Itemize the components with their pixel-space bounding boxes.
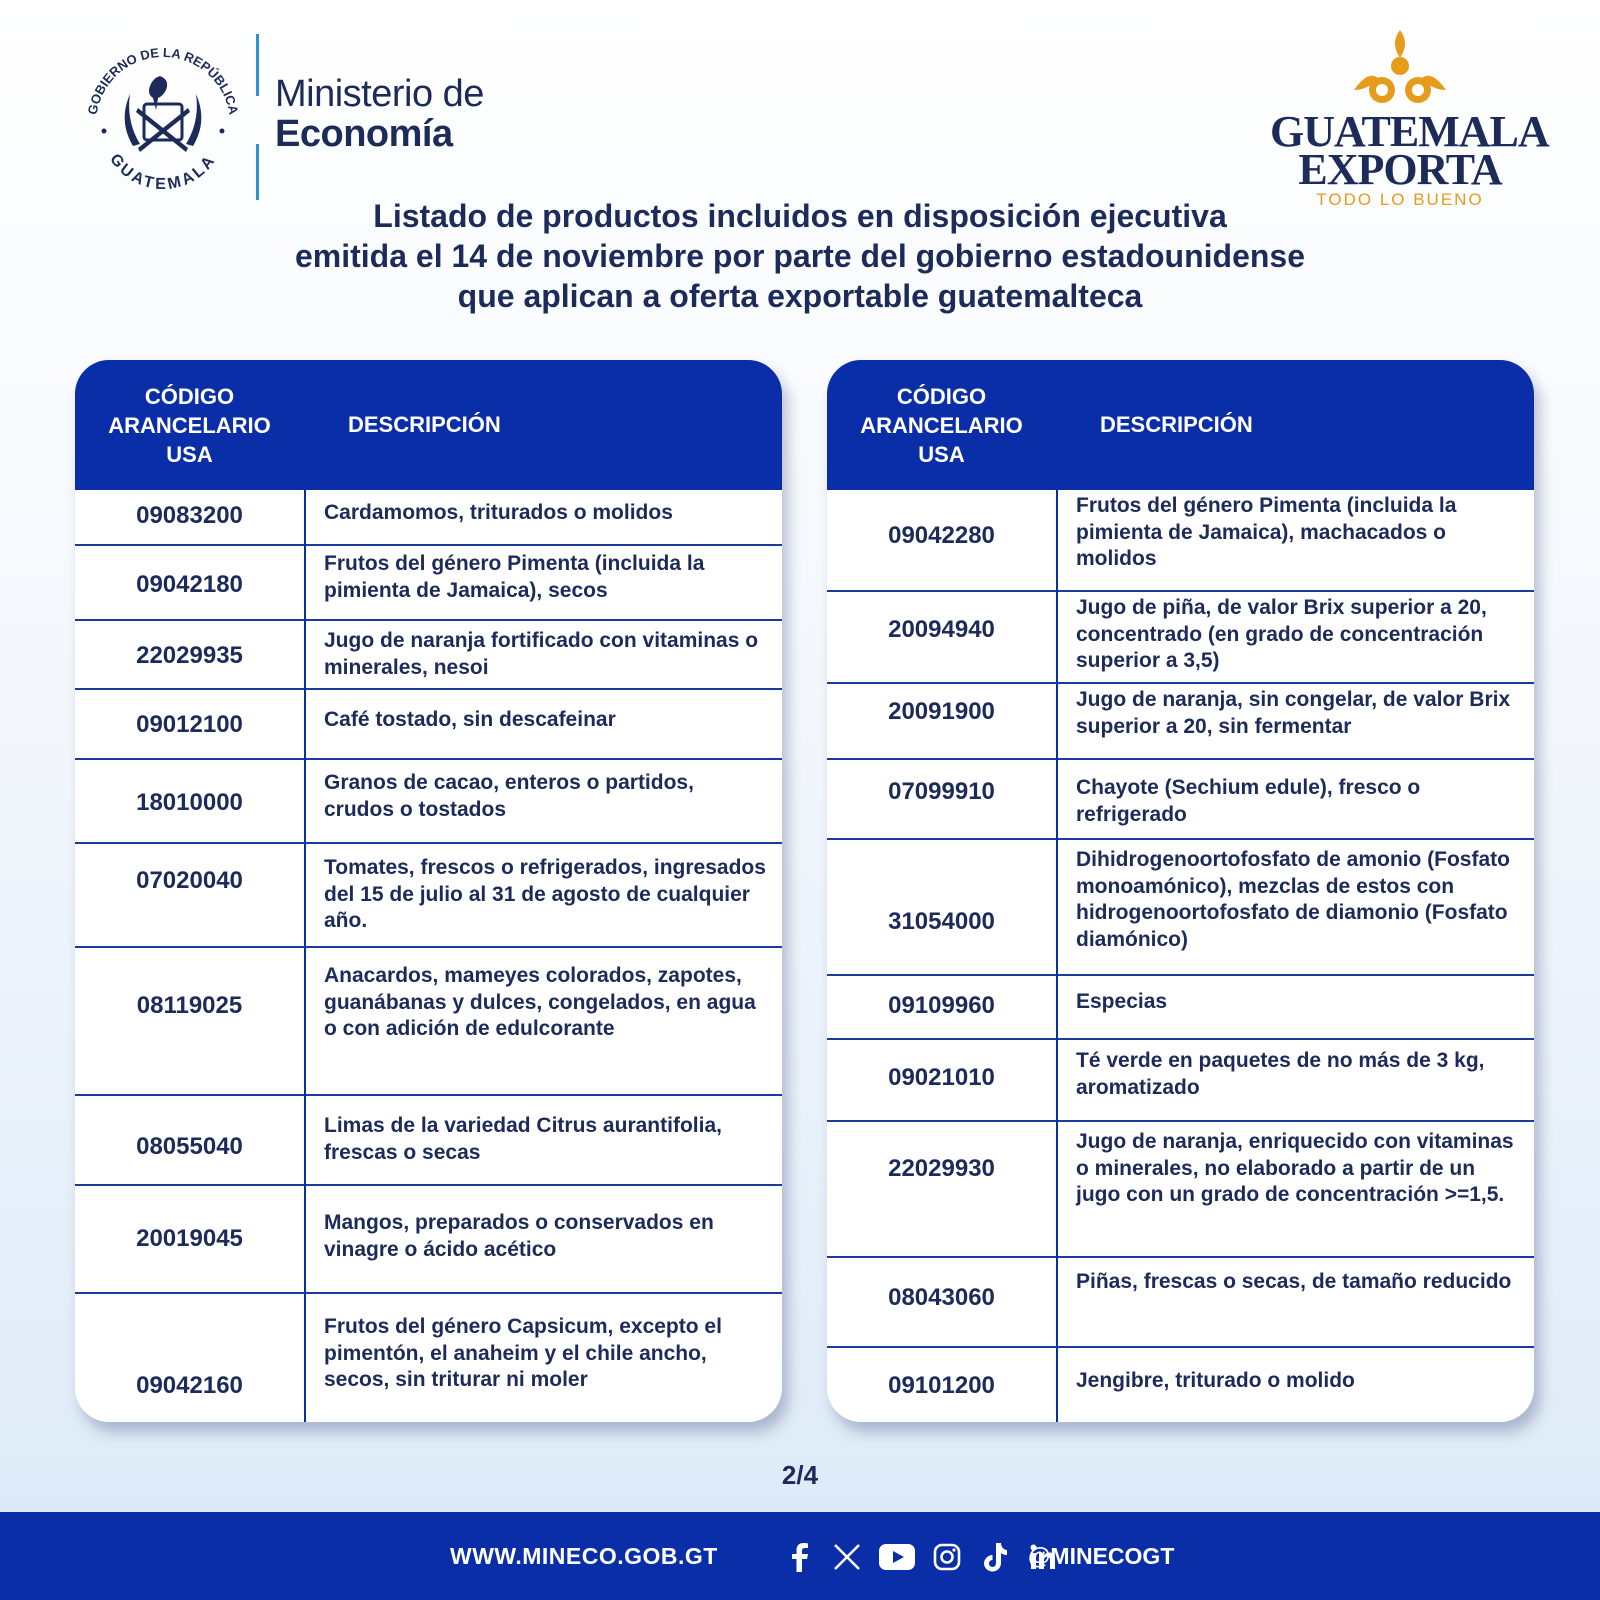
tariff-table-right xyxy=(827,360,1534,1422)
ministry-name-line2: Economía xyxy=(275,113,453,155)
product-description: Dihidrogenoortofosfato de amonio (Fosfato monoamónico), mezclas de estos con hidrogenoortofosfato de diamonio (Fosfato diamónico) xyxy=(1076,848,1510,951)
tariff-code: 08055040 xyxy=(136,1133,243,1160)
table-row xyxy=(827,490,1534,592)
column-divider xyxy=(304,360,306,1422)
product-description: Té verde en paquetes de no más de 3 kg, aromatizado xyxy=(1076,1049,1485,1099)
tariff-code: 09083200 xyxy=(136,502,243,529)
x-icon[interactable] xyxy=(830,1540,864,1574)
table-row xyxy=(75,948,782,1096)
youtube-icon[interactable] xyxy=(878,1540,916,1574)
ministry-logo xyxy=(275,74,484,154)
tariff-code: 07099910 xyxy=(888,778,995,805)
guatemala-exporta-logo xyxy=(1270,28,1549,209)
column-header-code: CÓDIGO ARANCELARIO USA xyxy=(108,383,271,467)
social-icons xyxy=(782,1540,1060,1574)
product-description: Frutos del género Pimenta (incluida la pimienta de Jamaica), machacados o molidos xyxy=(1076,494,1457,570)
tariff-code: 09101200 xyxy=(888,1372,995,1399)
tariff-code: 20094940 xyxy=(888,616,995,643)
table-row xyxy=(827,1348,1534,1422)
tariff-code: 22029935 xyxy=(136,642,243,669)
tariff-code: 08119025 xyxy=(136,992,243,1019)
seal-text-top: GOBIERNO DE LA REPÚBLICA xyxy=(84,44,242,116)
brand-line1: GUATEMALA xyxy=(1270,107,1549,156)
tariff-code: 09042280 xyxy=(888,522,995,549)
product-description: Piñas, frescas o secas, de tamaño reducido xyxy=(1076,1270,1512,1293)
table-row xyxy=(827,840,1534,976)
table-row xyxy=(827,684,1534,760)
tariff-code: 20019045 xyxy=(136,1225,243,1252)
tariff-code: 09012100 xyxy=(136,711,243,738)
tariff-code: 07020040 xyxy=(136,867,243,894)
page-indicator: 2/4 xyxy=(781,1460,819,1490)
table-row xyxy=(75,1186,782,1294)
svg-text:GUATEMALA xyxy=(106,151,220,193)
title-line2: emitida el 14 de noviembre por parte del gobierno estadounidense xyxy=(294,238,1305,274)
table-row xyxy=(75,621,782,690)
title-line3: que aplican a oferta exportable guatemalteca xyxy=(457,278,1143,314)
brand-tagline: TODO LO BUENO xyxy=(1316,190,1484,209)
column-header-code: CÓDIGO ARANCELARIO USA xyxy=(860,383,1023,467)
tariff-code: 18010000 xyxy=(136,789,243,816)
product-description: Chayote (Sechium edule), fresco o refrigerado xyxy=(1076,776,1421,826)
column-divider xyxy=(1056,360,1058,1422)
table-body xyxy=(75,490,782,1422)
table-row xyxy=(75,844,782,948)
tariff-code: 09042180 xyxy=(136,571,243,598)
coat-of-arms-seal xyxy=(78,36,248,206)
table-row xyxy=(827,1258,1534,1348)
product-description: Cardamomos, triturados o molidos xyxy=(324,501,673,524)
column-header-description: DESCRIPCIÓN xyxy=(1100,412,1253,437)
seal-text-bottom: GUATEMALA xyxy=(106,150,220,194)
tariff-code: 22029930 xyxy=(888,1155,995,1182)
product-description: Mangos, preparados o conservados en vinagre o ácido acético xyxy=(324,1211,714,1261)
table-row xyxy=(827,760,1534,840)
exporta-flame-icon xyxy=(1350,28,1450,113)
product-description: Frutos del género Capsicum, excepto el pimentón, el anaheim y el chile ancho, secos, sin triturar ni moler xyxy=(324,1315,722,1391)
table-row xyxy=(827,976,1534,1040)
product-description: Café tostado, sin descafeinar xyxy=(324,708,616,731)
tariff-code: 08043060 xyxy=(888,1284,995,1311)
brand-line2: EXPORTA xyxy=(1298,145,1502,194)
product-description: Jugo de naranja, enriquecido con vitaminas o minerales, no elaborado a partir de un jugo con un grado de concentración >=1,5. xyxy=(1076,1130,1514,1206)
facebook-icon[interactable] xyxy=(782,1540,816,1574)
table-row xyxy=(75,1294,782,1422)
website-link[interactable]: WWW.MINECO.GOB.GT xyxy=(450,1543,718,1569)
table-row xyxy=(827,592,1534,684)
header xyxy=(0,0,1600,209)
tariff-code: 09021010 xyxy=(888,1064,995,1091)
table-row xyxy=(75,490,782,546)
tariff-code: 31054000 xyxy=(888,908,995,935)
table-body xyxy=(827,490,1534,1422)
table-row xyxy=(75,760,782,844)
product-description: Especias xyxy=(1076,990,1168,1013)
product-description: Jugo de naranja, sin congelar, de valor Brix superior a 20, sin fermentar xyxy=(1076,688,1511,738)
tariff-code: 20091900 xyxy=(888,698,995,725)
column-header-description: DESCRIPCIÓN xyxy=(348,412,501,437)
table-header xyxy=(75,360,782,490)
product-description: Frutos del género Pimenta (incluida la pimienta de Jamaica), secos xyxy=(324,552,705,602)
product-description: Limas de la variedad Citrus aurantifolia, frescas o secas xyxy=(324,1114,722,1164)
product-description: Granos de cacao, enteros o partidos, crudos o tostados xyxy=(324,771,694,821)
header-divider xyxy=(256,34,260,200)
title-line1: Listado de productos incluidos en disposición ejecutiva xyxy=(373,198,1227,234)
product-description: Jugo de piña, de valor Brix superior a 20, concentrado (en grado de concentración superior a 3,5) xyxy=(1076,596,1487,672)
product-description: Anacardos, mameyes colorados, zapotes, guanábanas y dulces, congelados, en agua o con adición de edulcorante xyxy=(324,964,756,1040)
page-title xyxy=(0,196,1600,316)
tariff-table-left xyxy=(75,360,782,1422)
ministry-name-line1: Ministerio de xyxy=(275,73,484,115)
tariff-code: 09109960 xyxy=(888,992,995,1019)
tariff-code: 09042160 xyxy=(136,1372,243,1399)
instagram-icon[interactable] xyxy=(930,1540,964,1574)
footer xyxy=(0,1512,1600,1600)
product-description: Jengibre, triturado o molido xyxy=(1076,1369,1355,1392)
table-row xyxy=(827,1040,1534,1122)
table-row xyxy=(75,690,782,760)
table-row xyxy=(75,1096,782,1186)
social-handle[interactable]: @MINECOGT xyxy=(1028,1543,1175,1569)
product-description: Tomates, frescos o refrigerados, ingresados del 15 de julio al 31 de agosto de cualquier año. xyxy=(324,856,766,932)
tiktok-icon[interactable] xyxy=(978,1540,1012,1574)
table-row xyxy=(75,546,782,621)
table-row xyxy=(827,1122,1534,1258)
table-header xyxy=(827,360,1534,490)
product-description: Jugo de naranja fortificado con vitaminas o minerales, nesoi xyxy=(324,629,759,679)
